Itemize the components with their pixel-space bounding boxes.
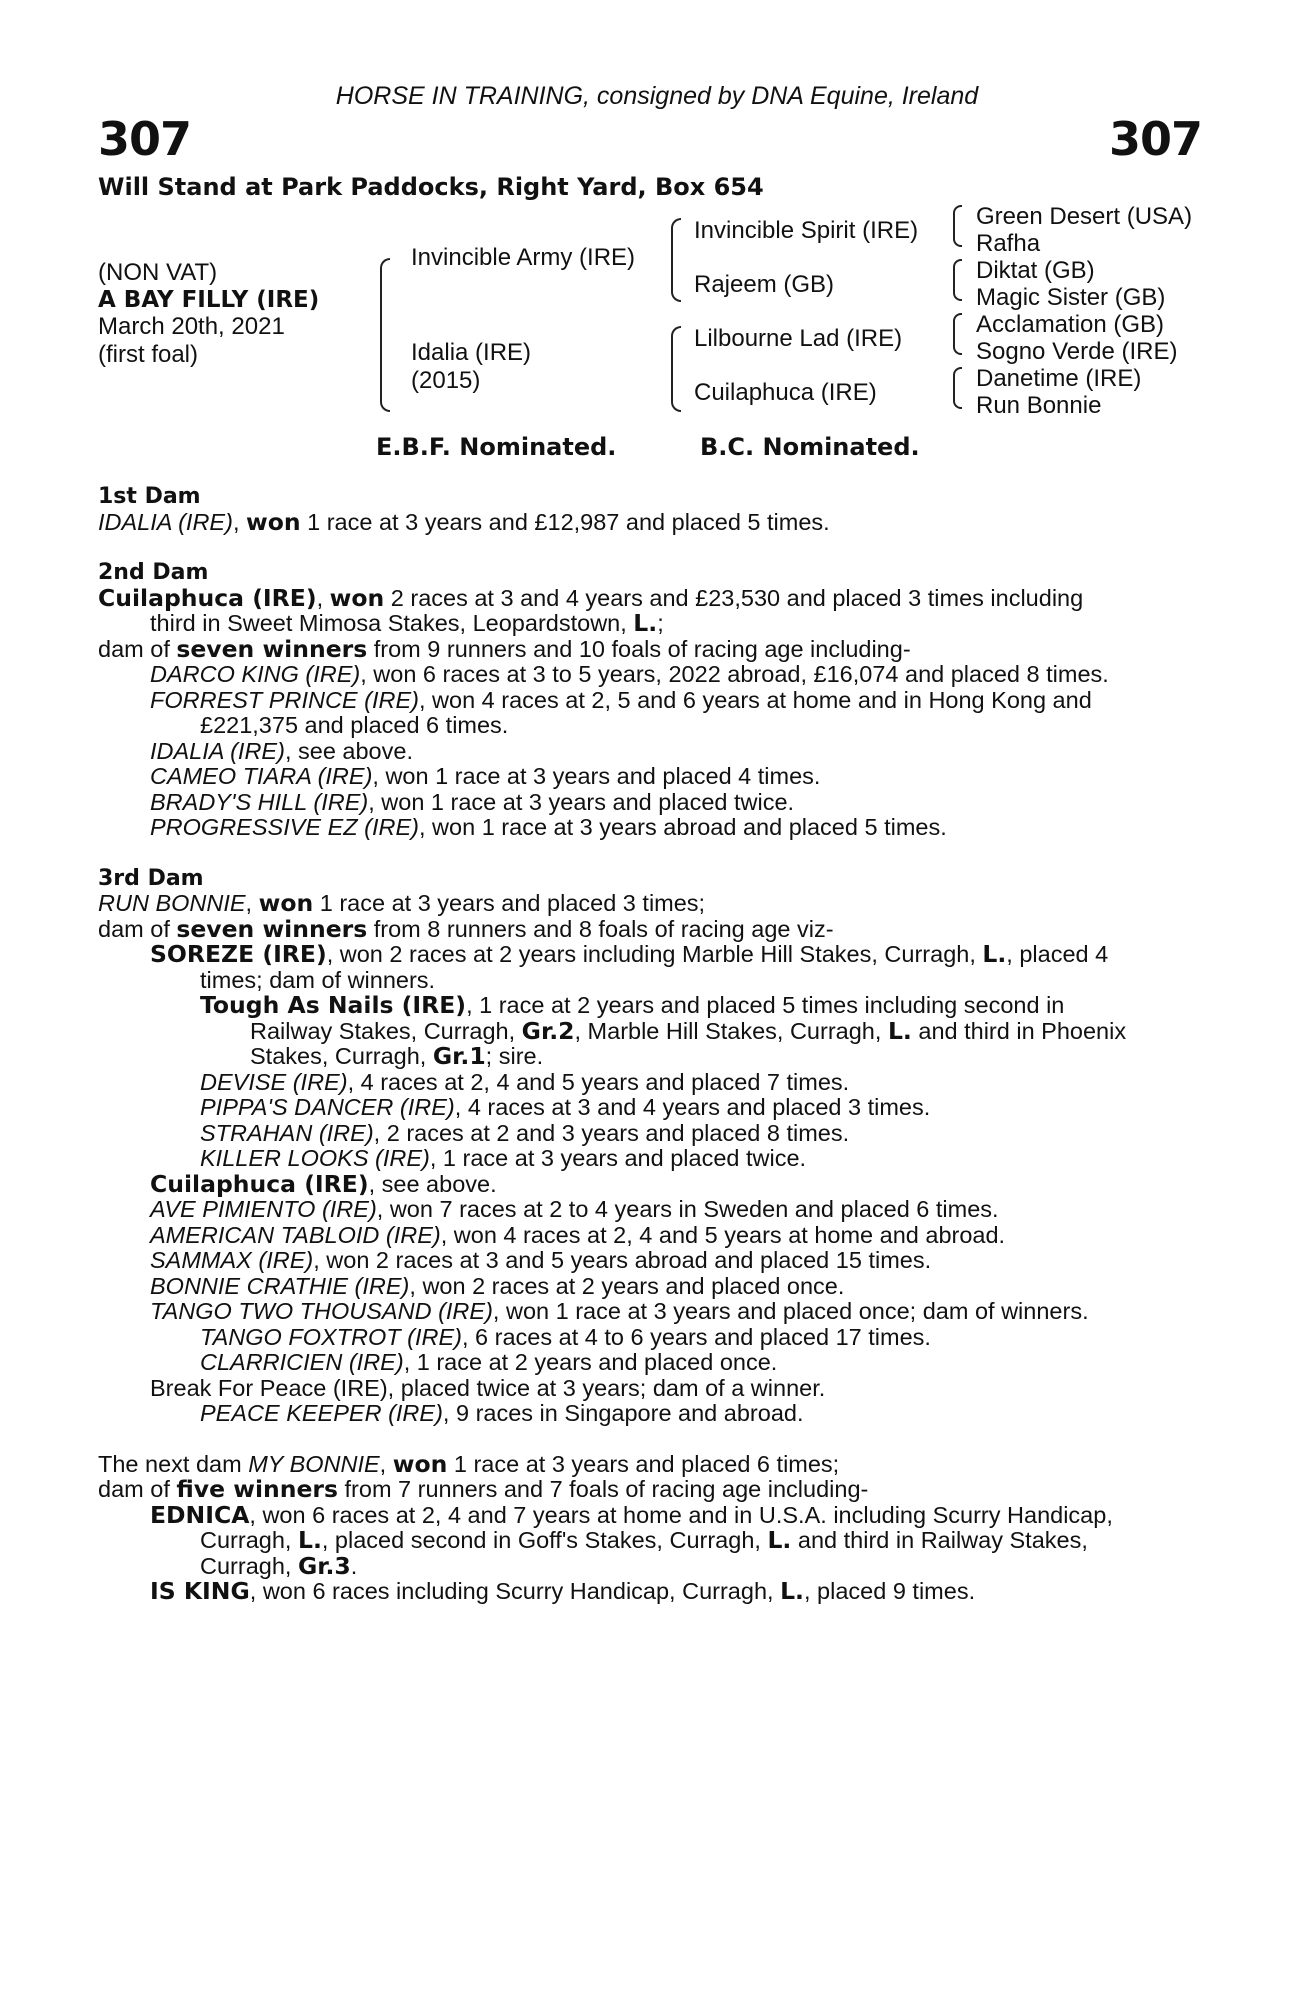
g3-8: Run Bonnie (976, 392, 1102, 419)
g3-2: Rafha (976, 230, 1041, 257)
progeny-line-cont: Stakes, Curragh, Gr.1; sire. (250, 1042, 544, 1070)
progeny-line: STRAHAN (IRE), 2 races at 2 and 3 years and placed 8 times. (200, 1119, 850, 1146)
progeny-line: PEACE KEEPER (IRE), 9 races in Singapore and abroad. (200, 1400, 804, 1426)
progeny-line: TANGO FOXTROT (IRE), 6 races at 4 to 6 years and placed 17 times. (200, 1323, 931, 1350)
second-dam-dam-of: dam of seven winners from 9 runners and 10 foals of racing age including- (98, 634, 911, 663)
progeny-line: CAMEO TIARA (IRE), won 1 race at 3 years and placed 4 times. (150, 763, 821, 789)
progeny-line: EDNICA, won 6 races at 2, 4 and 7 years at home and in U.S.A. including Scurry Handicap, (150, 1500, 1113, 1529)
foal-note: (first foal) (98, 341, 199, 368)
progeny-line-cont: Railway Stakes, Curragh, Gr.2, Marble Hill Stakes, Curragh, L. and third in Phoenix (250, 1016, 1127, 1045)
g3-5: Acclamation (GB) (976, 311, 1165, 338)
progeny-line: SOREZE (IRE), won 2 races at 2 years including Marble Hill Stakes, Curragh, L., placed 4 (150, 940, 1109, 968)
progeny-line: DEVISE (IRE), 4 races at 2, 4 and 5 years and placed 7 times. (200, 1068, 850, 1095)
pedigree-brace-gen1 (380, 258, 390, 412)
progeny-line: AMERICAN TABLOID (IRE), won 4 races at 2, 4 and 5 years at home and abroad. (150, 1221, 1006, 1248)
vat-status: (NON VAT) (98, 259, 218, 286)
progeny-line-cont: Curragh, L., placed second in Goff's Stakes, Curragh, L. and third in Railway Stakes, (200, 1526, 1088, 1554)
second-dam-line: Cuilaphuca (IRE), won 2 races at 3 and 4 years and £23,530 and placed 3 times including (98, 583, 1084, 612)
next-dam-line: The next dam MY BONNIE, won 1 race at 3 years and placed 6 times; (98, 1449, 840, 1478)
third-dam-dam-of: dam of seven winners from 8 runners and 8 foals of racing age viz- (98, 914, 834, 943)
pedigree-brace-g3d (953, 367, 962, 409)
progeny-line: AVE PIMIENTO (IRE), won 7 races at 2 to 4 years in Sweden and placed 6 times. (150, 1196, 999, 1222)
g3-6: Sogno Verde (IRE) (976, 338, 1178, 365)
dam-dam: Cuilaphuca (IRE) (694, 379, 877, 406)
bc-nominated: B.C. Nominated. (700, 433, 920, 461)
pedigree-brace-g3b (953, 259, 962, 301)
first-dam-line: IDALIA (IRE), won 1 race at 3 years and £12,987 and placed 5 times. (98, 507, 830, 536)
progeny-line: IS KING, won 6 races including Scurry Handicap, Curragh, L., placed 9 times. (150, 1577, 976, 1605)
lot-number-right: 307 (1108, 112, 1202, 166)
progeny-line: Break For Peace (IRE), placed twice at 3 years; dam of a winner. (150, 1374, 826, 1401)
g3-4: Magic Sister (GB) (976, 284, 1166, 311)
g3-1: Green Desert (USA) (976, 203, 1193, 230)
progeny-line: DARCO KING (IRE), won 6 races at 3 to 5 years, 2022 abroad, £16,074 and placed 8 times. (150, 661, 1109, 687)
progeny-line: TANGO TWO THOUSAND (IRE), won 1 race at 3 years and placed once; dam of winners. (150, 1298, 1089, 1324)
sale-title: HORSE IN TRAINING, consigned by DNA Equine, Ireland (335, 82, 979, 110)
pedigree-brace-dam (671, 326, 681, 412)
g3-7: Danetime (IRE) (976, 365, 1142, 392)
next-dam-dam-of: dam of five winners from 7 runners and 7 foals of racing age including- (98, 1475, 869, 1503)
dam-year: (2015) (411, 367, 481, 394)
pedigree-brace-g3c (953, 313, 962, 355)
progeny-line: IDALIA (IRE), see above. (150, 737, 413, 764)
progeny-line: Tough As Nails (IRE), 1 race at 2 years and placed 5 times including second in (200, 991, 1065, 1019)
progeny-line: SAMMAX (IRE), won 2 races at 3 and 5 years abroad and placed 15 times. (150, 1247, 932, 1273)
progeny-line: PROGRESSIVE EZ (IRE), won 1 race at 3 years abroad and placed 5 times. (150, 814, 947, 840)
ebf-nominated: E.B.F. Nominated. (376, 433, 617, 461)
second-dam-line-cont: third in Sweet Mimosa Stakes, Leopardstown, L.; (150, 609, 664, 637)
stand-location: Will Stand at Park Paddocks, Right Yard, Box 654 (98, 173, 764, 201)
progeny-line: CLARRICIEN (IRE), 1 race at 2 years and placed once. (200, 1349, 778, 1375)
horse-name: A BAY FILLY (IRE) (98, 287, 320, 313)
progeny-line: FORREST PRINCE (IRE), won 4 races at 2, 5 and 6 years at home and in Hong Kong and (150, 686, 1092, 713)
dam-sire: Lilbourne Lad (IRE) (694, 325, 903, 352)
dam-family-text (98, 484, 1206, 1605)
progeny-line: KILLER LOOKS (IRE), 1 race at 3 years and placed twice. (200, 1145, 807, 1171)
pedigree-brace-g3a (953, 205, 962, 247)
sire-sire: Invincible Spirit (IRE) (694, 217, 919, 244)
progeny-line: BRADY'S HILL (IRE), won 1 race at 3 years and placed twice. (150, 788, 795, 815)
sire: Invincible Army (IRE) (411, 244, 636, 271)
pedigree-brace-sire (671, 218, 681, 302)
dam: Idalia (IRE) (411, 339, 532, 366)
third-dam-heading: 3rd Dam (98, 865, 204, 891)
first-dam-heading: 1st Dam (98, 484, 201, 509)
progeny-line-cont: Curragh, Gr.3. (200, 1551, 358, 1580)
progeny-line: PIPPA'S DANCER (IRE), 4 races at 3 and 4 years and placed 3 times. (200, 1094, 931, 1120)
third-dam-line: RUN BONNIE, won 1 race at 3 years and placed 3 times; (98, 889, 706, 917)
progeny-line-cont: £221,375 and placed 6 times. (200, 712, 509, 738)
foaling-date: March 20th, 2021 (98, 313, 285, 340)
progeny-line-cont: times; dam of winners. (200, 966, 436, 993)
sire-dam: Rajeem (GB) (694, 271, 835, 298)
lot-number-left: 307 (98, 112, 192, 166)
progeny-line: Cuilaphuca (IRE), see above. (150, 1169, 497, 1198)
second-dam-heading: 2nd Dam (98, 560, 209, 585)
progeny-line: BONNIE CRATHIE (IRE), won 2 races at 2 years and placed once. (150, 1272, 845, 1299)
g3-3: Diktat (GB) (976, 257, 1095, 284)
